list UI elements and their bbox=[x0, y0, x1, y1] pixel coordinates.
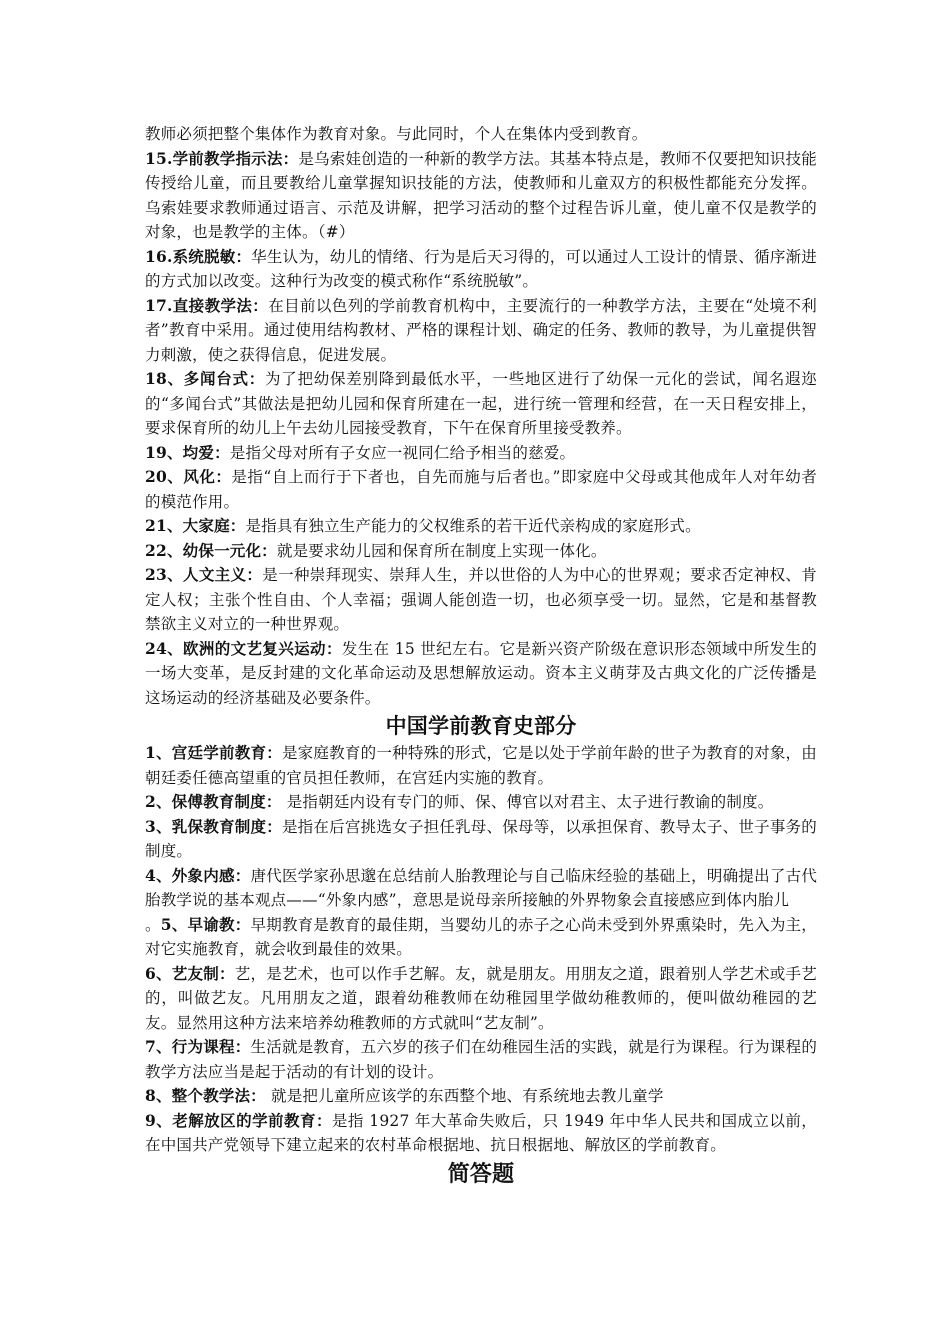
definition-22 bbox=[145, 539, 817, 564]
definition-term: 20、风化： bbox=[145, 467, 232, 486]
definition-6 bbox=[145, 962, 817, 1036]
definition-term: 22、幼保一元化： bbox=[145, 540, 277, 560]
definition-text: 就是要求幼儿园和保育所在制度上实现一体化。 bbox=[276, 541, 607, 560]
definition-text: 是指父母对所有子女应一视同仁给予相当的慈爱。 bbox=[229, 443, 576, 462]
definition-term: 3、乳保教育制度： bbox=[145, 816, 282, 836]
definition-text: 是指在后宫挑选女子担任乳母、保母等，以承担保育、教导太子、世子事务的制度。 bbox=[145, 817, 817, 860]
definition-term: 24、欧洲的文艺复兴运动： bbox=[145, 638, 342, 658]
definition-term: 7、行为课程： bbox=[145, 1037, 251, 1056]
section-heading-history: 中国学前教育史部分 bbox=[385, 714, 577, 738]
definition-text: 早期教育是教育的最佳期，当婴幼儿的赤子之心尚未受到外界熏染时，先入为主，对它实施教育，就会收到最佳的效果。 bbox=[145, 915, 817, 958]
definition-20 bbox=[145, 465, 817, 514]
definition-2 bbox=[145, 790, 817, 815]
definition-text: 是指具有独立生产能力的父权维系的若干近代亲构成的家庭形式。 bbox=[245, 517, 701, 535]
definition-1 bbox=[145, 741, 817, 790]
document-page bbox=[145, 122, 817, 1190]
stray-punctuation: 。 bbox=[145, 915, 161, 934]
definition-5 bbox=[145, 913, 817, 962]
definition-text: 在目前以色列的学前教育机构中，主要流行的一种教学方法，主要在“处境不利者”教育中采用。通过使用结构教材、严格的课程计划、确定的任务、教师的教导，为儿童提供智力刺激，使之获得信息，促进发展。 bbox=[145, 296, 817, 364]
definition-text: 是指“自上而行于下者也，自先而施与后者也。”即家庭中父母或其他成年人对年幼者的模范作用。 bbox=[145, 468, 817, 511]
intro-paragraph: 教师必须把整个集体作为教育对象。与此同时，个人在集体内受到教育。 bbox=[145, 125, 648, 143]
definition-term: 6、艺友制： bbox=[145, 963, 235, 983]
definition-4 bbox=[145, 864, 817, 913]
definition-term: 21、大家庭： bbox=[145, 516, 246, 535]
definition-term: 4、外象内感： bbox=[145, 865, 251, 885]
section-heading-short-answer: 简答题 bbox=[447, 1161, 515, 1187]
definition-term: 2、保傅教育制度： bbox=[145, 792, 282, 811]
definition-text: 生活就是教育，五六岁的孩子们在幼稚园生活的实践，就是行为课程。行为课程的教学方法应当是起于活动的有计划的设计。 bbox=[145, 1038, 818, 1081]
definition-21 bbox=[145, 514, 817, 539]
definition-3 bbox=[145, 815, 817, 864]
definition-term: 5、早谕教： bbox=[160, 914, 251, 934]
definition-text: 是乌索娃创造的一种新的教学方法。其基本特点是，教师不仅要把知识技能传授给儿童，而且要教给儿童掌握知识技能的方法，使教师和儿童双方的积极性都能充分发挥。乌索娃要求教师通过语言、示范及讲解，把学习活动的整个过程告诉儿童，使儿童不仅是教学的对象，也是教学的主体。（#） bbox=[145, 149, 817, 241]
definition-15 bbox=[145, 147, 817, 245]
definition-7 bbox=[145, 1035, 817, 1084]
definition-term: 1、宫廷学前教育： bbox=[145, 743, 282, 762]
definition-text: 为了把幼保差别降到最低水平，一些地区进行了幼保一元化的尝试，闻名遐迩的“多闻台式”其做法是把幼儿园和保育所建在一起，进行统一管理和经营，在一天日程安排上， 要求保育所的幼儿上午去幼儿园接受教育，下午在保育所里接受教养。 bbox=[145, 370, 817, 437]
definition-term: 16.系统脱敏： bbox=[145, 246, 252, 266]
definition-16 bbox=[145, 245, 817, 294]
definition-text: 唐代医学家孙思邈在总结前人胎教理论与自己临床经验的基础上，明确提出了古代胎教学说的基本观点——“外象内感”，意思是说母亲所接触的外界物象会直接感应到体内胎儿 bbox=[145, 866, 818, 909]
definition-text: 华生认为，幼儿的情绪、行为是后天习得的，可以通过人工设计的情景、循序渐进的方式加以改变。这种行为改变的模式称作“系统脱敏”。 bbox=[145, 247, 817, 290]
definition-text: 发生在 15 世纪左右。它是新兴资产阶级在意识形态领域中所发生的一场大变革，是反封建的文化革命运动及思想解放运动。资本主义萌芽及古典文化的广泛传播是这场运动的经济基础及必要条件。 bbox=[145, 639, 818, 707]
definition-8 bbox=[145, 1084, 817, 1109]
definition-23 bbox=[145, 563, 817, 637]
definition-24 bbox=[145, 637, 817, 711]
definition-9 bbox=[145, 1109, 817, 1158]
definition-term: 23、人文主义： bbox=[145, 565, 263, 584]
definition-term: 8、整个教学法： bbox=[145, 1086, 266, 1105]
definition-18 bbox=[145, 367, 817, 441]
definition-text: 就是把儿童所应该学的东西整个地、有系统地去教儿童学 bbox=[265, 1087, 664, 1105]
definition-term: 9、老解放区的学前教育： bbox=[145, 1110, 332, 1130]
definition-17 bbox=[145, 294, 817, 368]
definition-19 bbox=[145, 441, 817, 466]
definition-term: 17.直接教学法： bbox=[145, 295, 269, 315]
definition-text: 是家庭教育的一种特殊的形式，它是以处于学前年龄的世子为教育的对象，由朝廷委任德高望重的官员担任教师，在宫廷内实施的教育。 bbox=[145, 744, 817, 787]
definition-text: 是指 1927 年大革命失败后，只 1949 年中华人民共和国成立以前，在中国共产党领导下建立起来的农村革命根据地、抗日根据地、解放区的学前教育。 bbox=[145, 1111, 817, 1154]
definition-text: 是一种崇拜现实、崇拜人生，并以世俗的人为中心的世界观；要求否定神权、肯定人权；主张个性自由、个人幸福；强调人能创造一切，也必须享受一切。显然，它是和基督教禁欲主义对立的一种世界观。 bbox=[145, 566, 817, 633]
definition-term: 19、均爱： bbox=[145, 442, 230, 462]
definition-text: 艺，是艺术，也可以作手艺解。友，就是朋友。用朋友之道，跟着别人学艺术或手艺的，叫做艺友。凡用朋友之道，跟着幼稚教师在幼稚园里学做幼稚教师的，便叫做幼稚园的艺友。显然用这种方法来培养幼稚教师的方式就叫“艺友制”。 bbox=[145, 964, 817, 1032]
definition-term: 15.学前教学指示法： bbox=[145, 148, 299, 168]
definition-text: 是指朝廷内设有专门的师、保、傅官以对君主、太子进行教谕的制度。 bbox=[281, 793, 774, 811]
definition-term: 18、多闻台式： bbox=[145, 369, 266, 388]
